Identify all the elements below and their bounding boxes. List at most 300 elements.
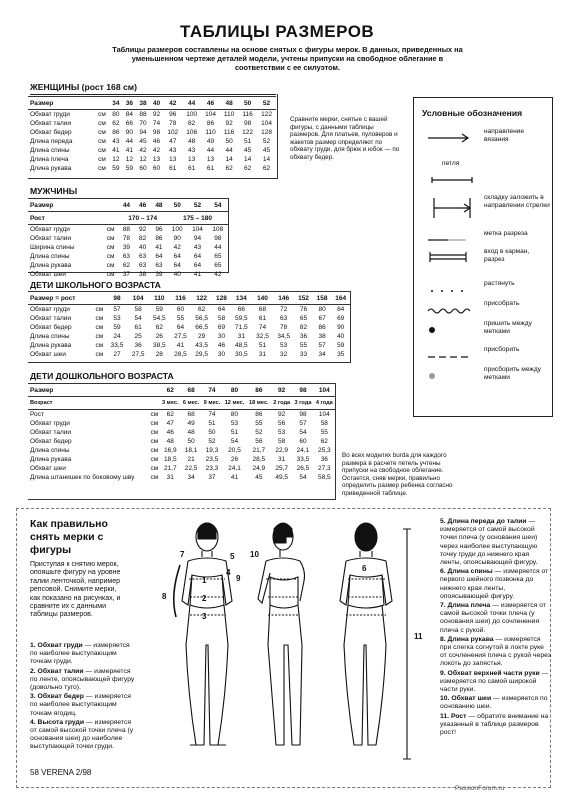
table-cell: 53 xyxy=(230,420,239,427)
fig-num-6: 6 xyxy=(362,564,367,573)
table-cell: 45 xyxy=(139,138,147,145)
legend-item-label: метка разреза xyxy=(484,230,528,237)
size-header: 34 xyxy=(109,97,123,110)
row-unit: см xyxy=(98,147,106,154)
table-cell: 41 xyxy=(155,244,163,251)
table-cell: 110 xyxy=(223,111,235,118)
size-header: 122 xyxy=(191,292,212,305)
measure-item xyxy=(440,518,552,567)
measure-item xyxy=(440,670,552,695)
table-cell: 42 xyxy=(139,147,147,154)
measure-desc: — обратите внимание на указанный в таблице размеров рост! xyxy=(440,712,549,737)
table-cell: 63 xyxy=(139,262,147,269)
table-cell: 47 xyxy=(169,138,177,145)
table-cell: 50 xyxy=(187,438,195,445)
table-cell: 23,3 xyxy=(205,465,219,472)
table-cell: 63 xyxy=(280,315,288,322)
measure-desc: — измеряется по наиболее выступающим точкам ягодиц. xyxy=(30,693,131,717)
measure-item xyxy=(30,642,135,667)
table-cell: 82 xyxy=(188,120,196,127)
table-cell: 51 xyxy=(208,420,216,427)
table-cell: 59 xyxy=(337,342,345,349)
table-cell: 13 xyxy=(206,156,215,163)
size-header: 128 xyxy=(212,292,231,305)
table-cell: 61 xyxy=(258,315,267,322)
table-cell: 58,5 xyxy=(317,474,331,481)
measure-desc: — измеряется от самой высокой точки плеча (у основания шеи) до сочленения плеча с рукой. xyxy=(440,602,546,634)
table-cell: 56,5 xyxy=(195,315,208,322)
row-unit: см xyxy=(98,156,106,163)
table-cell: 25,7 xyxy=(275,465,288,472)
table-cell: 56 xyxy=(278,420,286,427)
table-cell: 49 xyxy=(187,420,195,427)
table-cell: 36 xyxy=(299,333,308,340)
row-label: Обхват бедер xyxy=(30,129,72,136)
stretch-dots-icon xyxy=(426,282,472,300)
table-cell: 33,5 xyxy=(110,342,124,349)
measure-name: 5. Длина переда до талии xyxy=(440,518,529,525)
table-cell: 64 xyxy=(217,306,226,313)
measure-item xyxy=(30,719,135,752)
measure-name: 11. Рост xyxy=(440,712,469,720)
table-row xyxy=(28,305,350,315)
table-cell: 78 xyxy=(122,235,131,242)
measure-item xyxy=(30,668,135,693)
preschool-note: Во всех моделях burda для каждого размера в расчете петель учтены припуски на свободное облегание. Остается, сняв мерки, правильно определить размер ребенка согласно приведенной таблице. xyxy=(342,452,453,497)
header-label: Размер xyxy=(28,97,109,110)
table-cell: 64 xyxy=(193,262,202,269)
table-cell: 48 xyxy=(166,438,174,445)
table-row xyxy=(28,428,335,437)
measure-name: 2. Обхват талии xyxy=(30,667,86,675)
table-cell: 48 xyxy=(187,429,195,436)
measure-desc: — измеряется по наиболее выступающим точкам груди. xyxy=(30,642,130,666)
table-cell: 27,3 xyxy=(317,465,331,472)
table-cell: 65 xyxy=(299,315,308,322)
cut-mark-icon xyxy=(426,232,472,250)
row-label: Обхват шеи xyxy=(30,351,66,358)
age-cell: 3 года xyxy=(292,397,313,410)
row-label: Длина штанишек по боковому шву xyxy=(30,474,135,481)
table-row xyxy=(28,341,350,350)
header-label: Размер xyxy=(28,384,160,397)
row-label: Обхват талии xyxy=(30,235,72,242)
row-unit: см xyxy=(95,315,104,322)
table-cell: 100 xyxy=(171,226,183,233)
age-label: Возраст xyxy=(28,397,160,410)
table-cell: 57 xyxy=(318,342,326,349)
row-unit: см xyxy=(98,120,106,127)
table-cell: 52 xyxy=(208,438,216,445)
table-cell: 41 xyxy=(193,271,202,278)
table-cell: 24,1 xyxy=(228,465,241,472)
row-label: Длина рукава xyxy=(30,342,72,349)
women-heading: ЖЕНЩИНЫ (рост 168 см) xyxy=(30,82,137,92)
size-header: 44 xyxy=(182,97,201,110)
table-cell: 46 xyxy=(166,429,174,436)
table-row xyxy=(28,119,276,128)
table-cell: 86 xyxy=(155,235,163,242)
table-cell: 58 xyxy=(217,315,226,322)
table-row xyxy=(28,155,276,164)
table-row xyxy=(28,110,276,120)
row-label: Обхват талии xyxy=(30,120,72,127)
table-cell: 36 xyxy=(320,456,328,463)
men-heading: МУЖЧИНЫ xyxy=(30,186,78,196)
table-cell: 39 xyxy=(122,244,131,251)
row-unit: см xyxy=(150,465,159,472)
table-cell: 57 xyxy=(299,420,307,427)
row-label: Обхват бедер xyxy=(30,438,72,445)
wave-icon xyxy=(426,302,472,320)
table-cell: 96 xyxy=(169,111,177,118)
table-cell: 35 xyxy=(337,351,345,358)
age-cell: 18 мес. xyxy=(247,397,271,410)
table-cell: 16,9 xyxy=(163,447,177,454)
table-cell: 18,1 xyxy=(184,447,198,454)
legend-item-label: пришить между метками xyxy=(484,320,532,335)
table-row xyxy=(28,332,350,341)
table-row xyxy=(28,261,228,270)
size-header: 104 xyxy=(314,384,335,397)
measure-desc: — измеряется от самой высокой точки плеча (у основания шеи) до наиболее выступающей точки груди. xyxy=(30,718,134,751)
size-header: 86 xyxy=(247,384,271,397)
preschool-size-table xyxy=(28,383,335,482)
fig-num-5: 5 xyxy=(230,552,235,561)
table-cell: 116 xyxy=(242,111,253,118)
table-cell: 42 xyxy=(173,244,181,251)
table-cell: 58 xyxy=(320,420,328,427)
row-unit: см xyxy=(95,324,104,331)
table-header-row xyxy=(28,97,276,110)
table-cell: 69 xyxy=(337,315,345,322)
table-cell: 60 xyxy=(299,438,307,445)
table-cell: 55 xyxy=(176,315,185,322)
table-row xyxy=(28,446,335,455)
table-row xyxy=(28,128,276,137)
table-row xyxy=(28,137,276,146)
legend-title: Условные обозначения xyxy=(422,108,523,118)
table-cell: 59 xyxy=(113,324,121,331)
table-cell: 74 xyxy=(152,120,161,127)
height-row xyxy=(28,212,228,225)
table-cell: 68 xyxy=(258,306,267,313)
table-cell: 29,5 xyxy=(195,351,208,358)
table-cell: 104 xyxy=(205,111,216,118)
table-cell: 50 xyxy=(208,429,216,436)
row-label: Обхват груди xyxy=(30,111,70,118)
table-cell: 32,5 xyxy=(256,333,269,340)
table-cell: 25,3 xyxy=(317,447,331,454)
table-cell: 59 xyxy=(112,165,120,172)
size-header: 98 xyxy=(106,292,127,305)
table-cell: 14 xyxy=(225,156,233,163)
table-cell: 13 xyxy=(188,156,196,163)
size-header: 116 xyxy=(170,292,191,305)
table-cell: 53 xyxy=(280,342,288,349)
table-cell: 61 xyxy=(169,165,177,172)
legend-item-label: петля xyxy=(442,160,460,167)
table-cell: 44 xyxy=(206,147,215,154)
row-label: Длина переда xyxy=(30,138,73,145)
table-cell: 14 xyxy=(262,156,271,163)
table-row xyxy=(28,350,350,359)
legend-item-label: присобрать xyxy=(484,300,520,307)
table-cell: 66 xyxy=(237,306,245,313)
height-label: Рост xyxy=(28,212,118,225)
age-cell: 9 мес. xyxy=(202,397,223,410)
row-label: Обхват талии xyxy=(30,429,72,436)
table-cell: 104 xyxy=(261,120,272,127)
table-cell: 55 xyxy=(255,420,263,427)
table-cell: 28,5 xyxy=(252,456,266,463)
row-label: Обхват бедер xyxy=(30,324,72,331)
table-cell: 90 xyxy=(173,235,181,242)
table-cell: 33 xyxy=(299,351,308,358)
table-cell: 30 xyxy=(217,351,226,358)
legend-item-label: направление вязания xyxy=(484,128,525,143)
men-size-table xyxy=(28,198,228,279)
row-unit: см xyxy=(106,235,115,242)
table-cell: 24,9 xyxy=(252,465,266,472)
table-cell: 26 xyxy=(155,333,163,340)
table-cell: 23,5 xyxy=(205,456,219,463)
table-cell: 43 xyxy=(112,138,120,145)
table-cell: 22,9 xyxy=(275,447,288,454)
table-cell: 80 xyxy=(318,306,326,313)
size-header: 74 xyxy=(202,384,223,397)
table-cell: 84 xyxy=(337,306,345,313)
row-label: Длина спины xyxy=(30,333,70,340)
row-label: Обхват шеи xyxy=(30,271,66,278)
table-cell: 92 xyxy=(139,226,147,233)
table-header-row xyxy=(28,384,335,397)
row-label: Длина рукава xyxy=(30,262,72,269)
row-label: Длина спины xyxy=(30,447,70,454)
row-label: Обхват груди xyxy=(30,226,70,233)
size-header: 158 xyxy=(313,292,332,305)
fig-num-1: 1 xyxy=(202,576,207,585)
table-cell: 61 xyxy=(206,165,215,172)
table-cell: 122 xyxy=(261,111,272,118)
table-cell: 69 xyxy=(217,324,226,331)
table-cell: 86 xyxy=(318,324,326,331)
table-row xyxy=(28,243,228,252)
fig-num-9: 9 xyxy=(236,574,241,583)
table-cell: 12 xyxy=(125,156,134,163)
school-heading: ДЕТИ ШКОЛЬНОГО ВОЗРАСТА xyxy=(30,280,161,290)
table-cell: 46 xyxy=(152,138,161,145)
loop-icon xyxy=(430,172,476,190)
size-header: 146 xyxy=(273,292,294,305)
size-header: 36 xyxy=(123,97,137,110)
table-cell: 37 xyxy=(208,474,216,481)
row-unit: см xyxy=(150,411,159,418)
table-cell: 67 xyxy=(318,315,326,322)
age-cell: 12 мес. xyxy=(222,397,246,410)
table-cell: 39 xyxy=(155,271,163,278)
table-cell: 50 xyxy=(225,138,233,145)
table-cell: 62 xyxy=(262,165,271,172)
legend-item-label: складку заложить в направлении стрелки xyxy=(484,194,550,209)
table-cell: 41 xyxy=(125,147,134,154)
row-label: Рост xyxy=(30,411,44,418)
table-cell: 62 xyxy=(122,262,131,269)
fig-num-8: 8 xyxy=(162,592,167,601)
body-figures-illustration xyxy=(140,515,440,775)
table-cell: 94 xyxy=(139,129,147,136)
legend-item-label: присборить между метками xyxy=(484,366,541,381)
age-cell: 6 мес. xyxy=(181,397,202,410)
measure-list-left xyxy=(30,642,135,753)
table-cell: 51 xyxy=(258,342,267,349)
row-unit: см xyxy=(150,420,159,427)
measure-name: 3. Обхват бедер xyxy=(30,693,86,701)
legend-item-label: вход в карман, разрез xyxy=(484,248,530,263)
table-cell: 102 xyxy=(167,129,179,136)
table-cell: 46 xyxy=(217,342,226,349)
table-cell: 52 xyxy=(255,429,263,436)
table-cell: 128 xyxy=(261,129,272,136)
row-unit: см xyxy=(106,226,115,233)
table-cell: 19,3 xyxy=(205,447,219,454)
table-cell: 24 xyxy=(113,333,121,340)
table-cell: 44 xyxy=(214,244,222,251)
table-cell: 122 xyxy=(242,129,254,136)
table-cell: 51 xyxy=(243,138,252,145)
size-header: 52 xyxy=(187,199,207,212)
table-cell: 20,5 xyxy=(228,447,241,454)
size-header: 40 xyxy=(150,97,164,110)
measure-item xyxy=(440,636,552,669)
table-row xyxy=(28,455,335,464)
size-header: 98 xyxy=(292,384,313,397)
table-cell: 88 xyxy=(139,111,147,118)
table-row xyxy=(28,473,335,482)
table-cell: 40 xyxy=(173,271,181,278)
table-cell: 108 xyxy=(212,226,224,233)
table-cell: 63 xyxy=(122,253,131,260)
size-header: 134 xyxy=(231,292,252,305)
table-cell: 43 xyxy=(193,244,202,251)
measure-item xyxy=(440,713,552,738)
table-cell: 43 xyxy=(169,147,177,154)
table-cell: 28,5 xyxy=(174,351,187,358)
dashed-line-icon xyxy=(426,348,472,366)
table-cell: 43 xyxy=(188,147,196,154)
table-cell: 54 xyxy=(230,438,239,445)
table-row xyxy=(28,410,335,420)
table-cell: 38 xyxy=(139,271,147,278)
legend-item-label: присборить xyxy=(484,346,520,353)
measure-desc: — измеряется при слегка согнутой в локте руке от сочленения плеча с рукой через локоть до запястья. xyxy=(440,635,551,668)
table-cell: 62 xyxy=(243,165,252,172)
table-cell: 34 xyxy=(187,474,195,481)
table-cell: 12 xyxy=(112,156,120,163)
table-cell: 68 xyxy=(187,411,195,418)
table-cell: 13 xyxy=(152,156,161,163)
front-figure xyxy=(182,523,232,745)
table-cell: 64 xyxy=(173,262,181,269)
size-header: 62 xyxy=(160,384,181,397)
table-cell: 92 xyxy=(225,120,233,127)
table-cell: 80 xyxy=(112,111,120,118)
table-cell: 61 xyxy=(188,165,196,172)
measure-name: 4. Высота груди xyxy=(30,718,86,726)
table-cell: 44 xyxy=(125,138,134,145)
measure-name: 6. Длина спины xyxy=(440,568,495,576)
table-cell: 31 xyxy=(278,456,286,463)
measure-item xyxy=(30,693,135,718)
size-header: 38 xyxy=(136,97,150,110)
table-cell: 54 xyxy=(299,474,307,481)
row-label: Длина рукава xyxy=(30,165,72,172)
table-cell: 104 xyxy=(192,226,203,233)
row-unit: см xyxy=(150,474,159,481)
table-cell: 14 xyxy=(243,156,252,163)
table-header-row xyxy=(28,292,350,305)
table-cell: 78 xyxy=(169,120,177,127)
table-cell: 62 xyxy=(198,306,206,313)
row-unit: см xyxy=(95,351,104,358)
row-unit: см xyxy=(95,342,104,349)
measure-desc: — измеряется от первого шейного позвонка до нижнего края ленты, опоясывающей фигуру. xyxy=(440,568,549,600)
table-cell: 40 xyxy=(337,333,345,340)
table-cell: 86 xyxy=(255,411,263,418)
page-footer: 58 VERENA 2/98 xyxy=(30,768,92,777)
table-row xyxy=(28,464,335,473)
table-cell: 92 xyxy=(278,411,286,418)
table-row xyxy=(28,252,228,261)
table-cell: 53 xyxy=(278,429,286,436)
table-cell: 59 xyxy=(125,165,134,172)
row-unit: см xyxy=(150,456,159,463)
table-cell: 32 xyxy=(280,351,288,358)
table-cell: 21 xyxy=(187,456,195,463)
row-label: Обхват груди xyxy=(30,306,70,313)
measure-item xyxy=(440,602,552,635)
howto-title: Как правильно снять мерки с фигуры xyxy=(30,518,108,556)
table-cell: 78 xyxy=(280,324,288,331)
table-cell: 41 xyxy=(230,474,239,481)
table-cell: 82 xyxy=(299,324,308,331)
table-cell: 34,5 xyxy=(277,333,290,340)
table-cell: 30,5 xyxy=(235,351,248,358)
table-cell: 51 xyxy=(230,429,239,436)
table-cell: 64 xyxy=(176,324,185,331)
table-cell: 55 xyxy=(299,342,308,349)
table-cell: 66 xyxy=(125,120,134,127)
intro-text: Таблицы размеров составлены на основе снятых с фигуры мерок. В данных, приведенных на уменьшенном чертеже деталей модели, учтены припуски на свободное облегание в соответствии с ее силуэтом. xyxy=(112,45,463,72)
table-cell: 64 xyxy=(193,253,202,260)
header-label: Размер = рост xyxy=(28,292,106,305)
age-cell: 3 мес. xyxy=(160,397,181,410)
measure-name: 7. Длина плеча xyxy=(440,602,493,610)
table-cell: 98 xyxy=(299,411,307,418)
table-cell: 62 xyxy=(155,324,163,331)
table-cell: 47 xyxy=(166,420,174,427)
table-cell: 54,5 xyxy=(152,315,166,322)
preschool-heading: ДЕТИ ДОШКОЛЬНОГО ВОЗРАСТА xyxy=(30,371,174,381)
table-cell: 44 xyxy=(225,147,233,154)
table-cell: 29 xyxy=(198,333,206,340)
fig-num-4: 4 xyxy=(226,568,231,577)
row-unit: см xyxy=(150,429,159,436)
table-row xyxy=(28,234,228,243)
row-unit: см xyxy=(98,165,106,172)
height-range: 175 – 180 xyxy=(167,212,228,225)
row-unit: см xyxy=(150,447,159,454)
